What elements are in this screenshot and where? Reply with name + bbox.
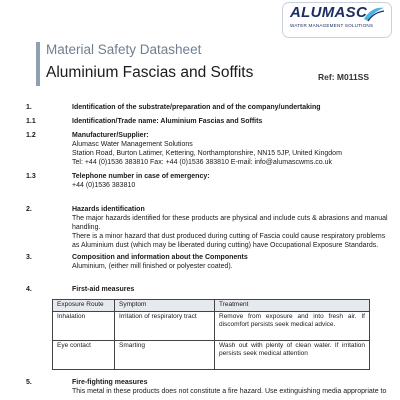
section-heading: Telephone number in case of emergency: [72, 173, 210, 180]
section-number: 1.1 [26, 118, 36, 125]
table-cell: Irritation of respiratory tract [115, 312, 215, 341]
section-heading: Identification of the substrate/preparation and of the company/undertaking [72, 104, 321, 111]
section-number: 2. [26, 206, 32, 213]
supplier-contact: Tel: +44 (0)1536 383810 Fax: +44 (0)1536 383810 E-mail: info@alumascwms.co.uk [72, 159, 333, 166]
table-header-row [53, 300, 370, 312]
title-accent-bar [36, 42, 40, 86]
section-heading: Identification/Trade name: Aluminium Fascias and Soffits [72, 118, 263, 125]
supplier-name: Alumasc Water Management Solutions [72, 141, 193, 148]
table-cell: Remove from exposure and into fresh air. If discomfort persists seek medical advice. [215, 312, 370, 341]
section-heading: Fire-fighting measures [72, 379, 148, 386]
table-cell: Smarting [115, 341, 215, 370]
logo-swoosh-icon [362, 5, 386, 23]
section-number: 4. [26, 286, 32, 293]
section-heading: Hazards identification [72, 206, 145, 213]
section-heading: Manufacturer/Supplier: [72, 132, 149, 139]
logo-wordmark: ALUMASC [290, 4, 368, 21]
logo-tagline: WATER MANAGEMENT SOLUTIONS [290, 23, 374, 28]
document-type: Material Safety Datasheet [46, 42, 202, 57]
hazards-paragraph: There is a minor hazard that dust produced during cutting of Fascia could cause respiratory problems as Aluminium dust (which may be liberated during cutting) have Occupational Exposure Standards. [72, 233, 386, 249]
composition-text: Aluminium, (either mill finished or polyester coated). [72, 263, 233, 270]
emergency-phone: +44 (0)1536 383810 [72, 182, 136, 189]
table-row [53, 341, 370, 370]
section-1-3 [26, 172, 386, 190]
section-2 [26, 205, 386, 255]
section-number: 1.2 [26, 132, 36, 139]
table-cell: Eye contact [53, 341, 115, 370]
table-cell: Inhalation [53, 312, 115, 341]
section-3 [26, 253, 386, 271]
section-number: 5. [26, 379, 32, 386]
product-title: Aluminium Fascias and Soffits [46, 64, 254, 81]
section-5 [26, 378, 386, 400]
first-aid-table [52, 299, 370, 370]
section-heading: First-aid measures [72, 286, 135, 293]
section-heading: Composition and information about the Components [72, 254, 248, 261]
hazards-paragraph: The major hazards identified for these products are physical and include cuts & abrasions and manual handling. [72, 215, 388, 231]
section-number: 3. [26, 254, 32, 261]
table-row [53, 312, 370, 341]
column-header: Symptom [115, 300, 215, 312]
fire-fighting-text: This metal in these products does not constitute a fire hazard. Use extinguishing media appropriate to [72, 388, 387, 395]
section-1-2 [26, 131, 386, 167]
section-number: 1. [26, 104, 32, 111]
alumasc-logo [282, 2, 390, 38]
table-cell: Wash out with plenty of clean water. If irritation persists seek medical attention [215, 341, 370, 370]
reference-number: Ref: M011SS [318, 72, 370, 82]
section-number: 1.3 [26, 173, 36, 180]
column-header: Treatment [215, 300, 370, 312]
column-header: Exposure Route [53, 300, 115, 312]
supplier-address: Station Road, Burton Latimer, Kettering, Northamptonshire, NN15 5JP, United Kingdom [72, 150, 342, 157]
